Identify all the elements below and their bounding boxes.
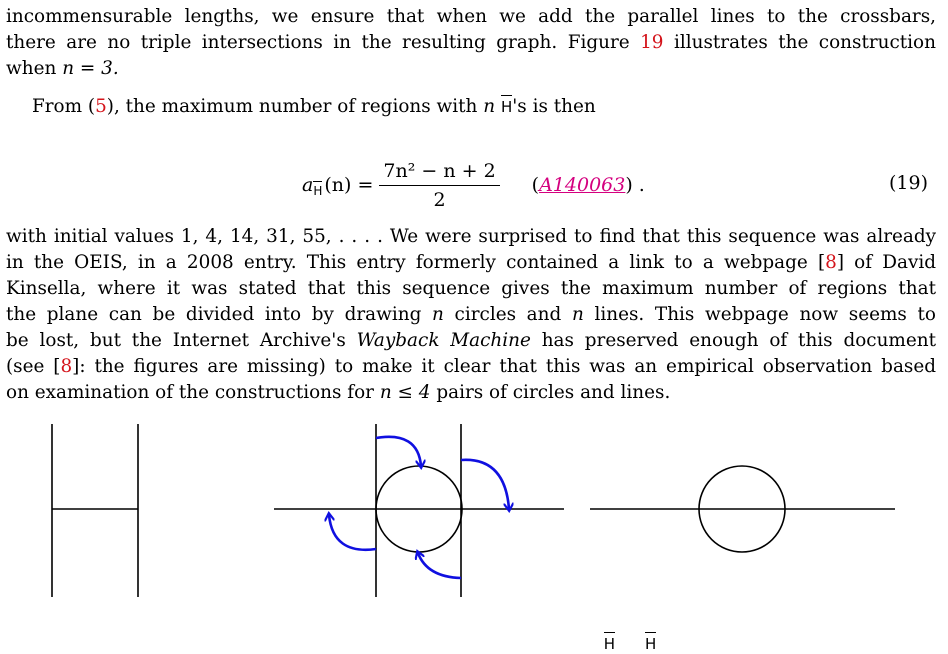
oeis-link-A140063[interactable]: A140063 (539, 174, 626, 196)
figure-caption-partial: H H (603, 635, 657, 653)
p1-line-3: when n = 3. (6, 58, 119, 79)
equation-number: (19) (888, 172, 928, 194)
figure-ref-19[interactable]: 19 (640, 32, 664, 53)
fraction-denominator: 2 (433, 188, 446, 211)
figure-diagram (0, 385, 948, 644)
citation-ref-8-second[interactable]: 8 (60, 356, 73, 377)
arrow-top (376, 437, 421, 466)
equation-body: a $_H$ (n) = $\frac{\text{7n² − n + 2}}{2}$ (A140063) . (302, 159, 645, 211)
wayback-machine-emphasis: Wayback Machine (356, 330, 531, 351)
arrow-right (461, 460, 509, 509)
p3-line-1: with initial values 1, 4, 14, 31, 55, . . . . We were surprised to find that this sequence was already (6, 226, 936, 247)
equation-19 (0, 150, 948, 220)
figure-construction (0, 385, 948, 653)
citation-ref-8[interactable]: 8 (825, 252, 837, 273)
p1-line-1: incommensurable lengths, we ensure that when we add the parallel lines to the crossbars, (6, 6, 936, 27)
arrow-bottom (418, 553, 461, 578)
panel-circle-with-arrows (274, 424, 564, 597)
hbar-symbol: H (500, 98, 513, 116)
paragraph-2 (6, 94, 936, 120)
paragraph-1 (6, 4, 936, 82)
p3-line-5: be lost, but the Internet Archive's Wayback Machine has preserved enough of this document (6, 330, 936, 351)
p3-line-7: on examination of the constructions for n ≤ 4 pairs of circles and lines. (6, 382, 671, 403)
p3-line-4: the plane can be divided into by drawing n circles and n lines. This webpage now seems to (6, 304, 936, 325)
p3-line-6: (see [8]: the figures are missing) to make it clear that this was an empirical observation based (6, 356, 936, 377)
fraction-numerator: 7n² − n + 2 (379, 160, 499, 186)
p3-line-2: in the OEIS, in a 2008 entry. This entry formerly contained a link to a webpage [8] of David (6, 252, 936, 273)
arrow-left (329, 515, 376, 550)
equation-fraction (379, 160, 499, 211)
p3-line-3: Kinsella, where it was stated that this sequence gives the maximum number of regions that (6, 278, 936, 299)
panel-circle-line (590, 466, 895, 552)
p2-line-1: From (5), the maximum number of regions with n H's is then (32, 96, 596, 117)
equation-ref-5[interactable]: 5 (95, 96, 107, 117)
paragraph-3 (6, 224, 936, 406)
p1-line-2: there are no triple intersections in the resulting graph. Figure 19 illustrates the construction (6, 32, 936, 53)
panel-h-shape (52, 424, 138, 597)
